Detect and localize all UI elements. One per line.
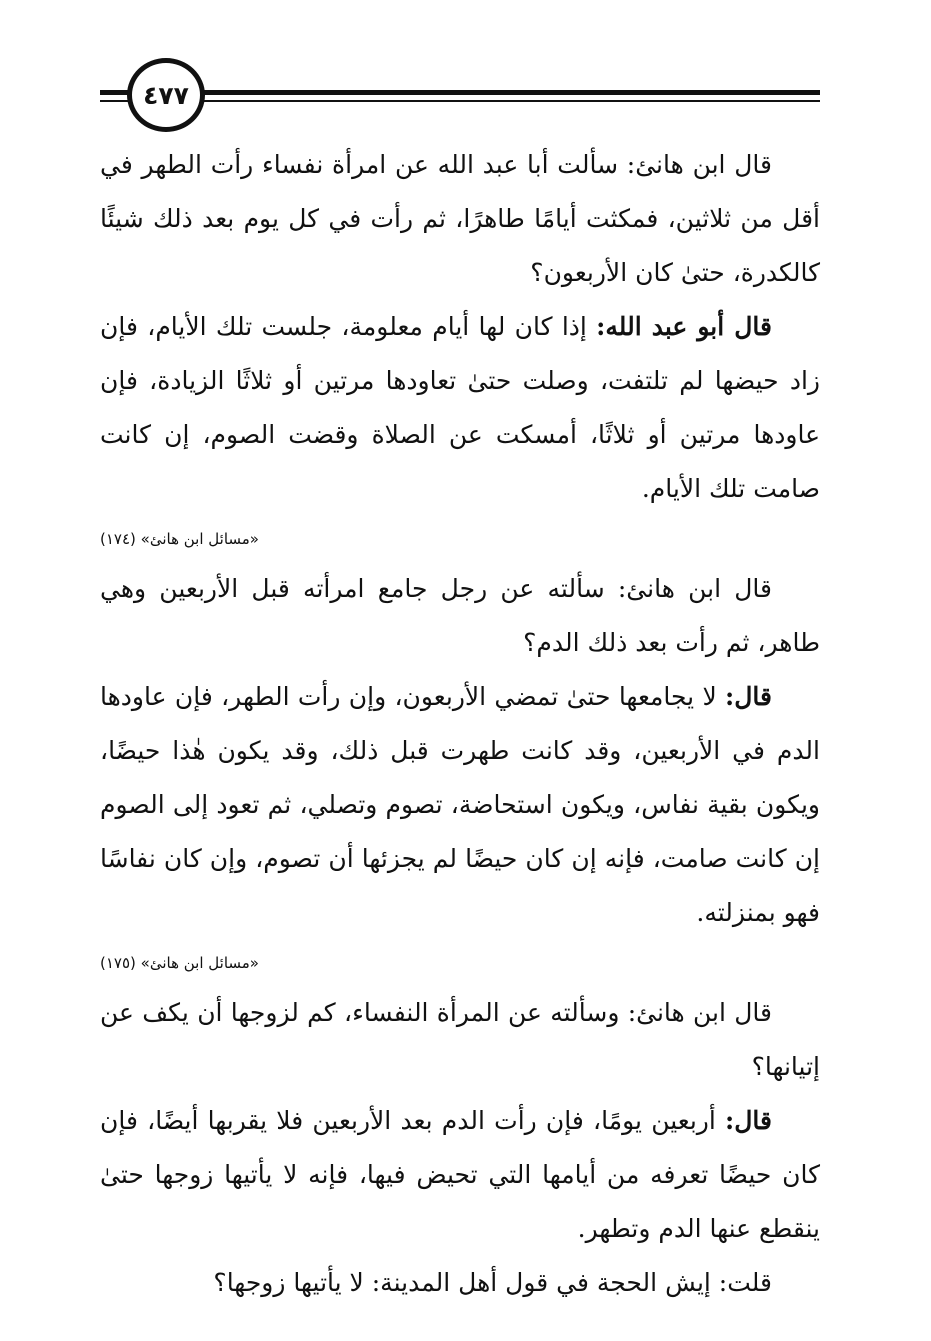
answer-paragraph: [100, 670, 820, 940]
question-paragraph: قال ابن هانئ: سألت أبا عبد الله عن امرأة نفساء رأت الطهر في أقل من ثلاثين، فمكثت أيامًا طاهرًا، ثم رأت في كل يوم بعد ذلك شيئًا كالكدرة، حتىٰ كان الأربعون؟: [100, 150, 820, 287]
answer-text: لا يجامعها حتىٰ تمضي الأربعون، وإن رأت الطهر، فإن عاودها الدم في الأربعين، وقد كانت طهرت قبل ذلك، وقد يكون هٰذا حيضًا، ويكون بقية نفاس، ويكون استحاضة، تصوم وتصلي، ثم تعود إلى الصوم إن كانت صامت، فإنه إن كان حيضًا لم يجزئها أن تصوم، وإن كان نفاسًا فهو بمنزلته.: [100, 682, 820, 927]
source-citation: «مسائل ابن هانئ» (١٧٥): [100, 954, 259, 972]
answer-speaker: قال:: [725, 682, 772, 711]
page-content: [100, 138, 820, 1310]
page-number-badge: [127, 58, 205, 132]
answer-paragraph: [100, 1094, 820, 1256]
header-rule-thick: [100, 90, 820, 95]
answer-paragraph: [100, 300, 820, 516]
source-citation: «مسائل ابن هانئ» (١٧٤): [100, 530, 259, 548]
answer-text: إذا كان لها أيام معلومة، جلست تلك الأيام، فإن زاد حيضها لم تلتفت، وصلت حتىٰ تعاودها مرتين أو ثلاثًا الزيادة، فإن عاودها مرتين أو ثلاثًا، أمسكت عن الصلاة وقضت الصوم، إن كانت صامت تلك الأيام.: [100, 312, 820, 503]
final-question: قلت: إيش الحجة في قول أهل المدينة: لا يأتيها زوجها؟: [213, 1268, 772, 1297]
page-number: ٤٧٧: [143, 80, 189, 110]
answer-speaker: قال:: [725, 1106, 772, 1135]
answer-text: أربعين يومًا، فإن رأت الدم بعد الأربعين فلا يقربها أيضًا، فإن كان حيضًا تعرفه من أيامها التي تحيض فيها، فإنه لا يأتيها زوجها حتىٰ ينقطع عنها الدم وتطهر.: [100, 1106, 820, 1243]
header-rule-thin: [100, 100, 820, 102]
answer-speaker: قال أبو عبد الله:: [596, 312, 773, 341]
page-header: [0, 0, 931, 140]
question-paragraph: قال ابن هانئ: سألته عن رجل جامع امرأته قبل الأربعين وهي طاهر، ثم رأت بعد ذلك الدم؟: [100, 574, 820, 657]
question-paragraph: قال ابن هانئ: وسألته عن المرأة النفساء، كم لزوجها أن يكف عن إتيانها؟: [100, 998, 820, 1081]
